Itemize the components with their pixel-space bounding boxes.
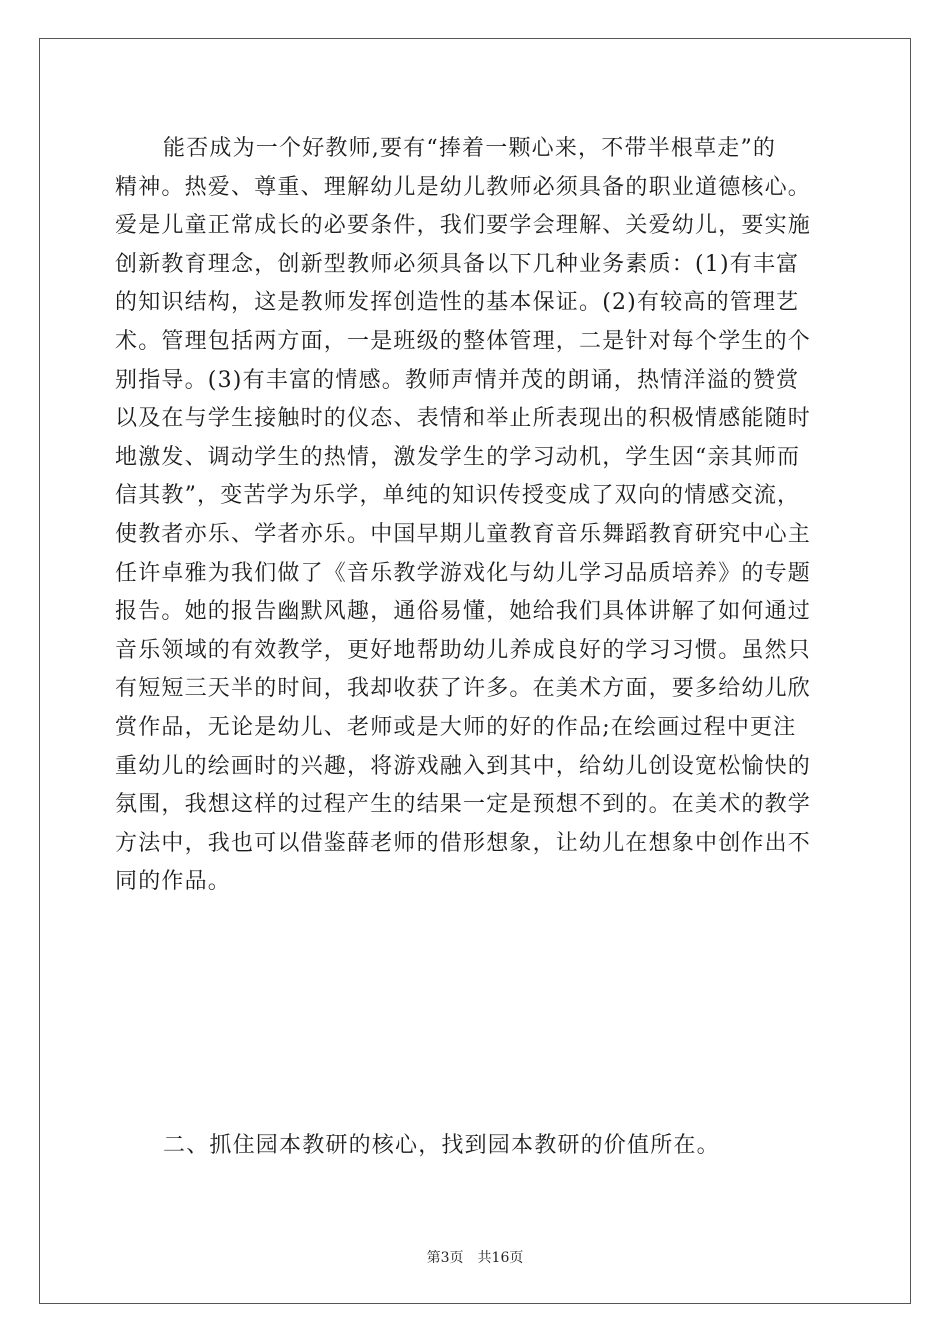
- text-line: 有短短三天半的时间，我却收获了许多。在美术方面，要多给幼儿欣: [115, 676, 812, 702]
- text-line: 术。管理包括两方面，一是班级的整体管理，二是针对每个学生的个: [115, 328, 812, 354]
- text-line: 报告。她的报告幽默风趣，通俗易懂，她给我们具体讲解了如何通过: [115, 599, 812, 625]
- text-line: 以及在与学生接触时的仪态、表情和举止所表现出的积极情感能随时: [115, 406, 812, 432]
- body-paragraph: [115, 130, 835, 902]
- text-line: 信其教”，变苦学为乐学，单纯的知识传授变成了双向的情感交流，: [115, 483, 801, 509]
- text-line: 任许卓雅为我们做了《音乐教学游戏化与幼儿学习品质培养》的专题: [115, 560, 812, 586]
- text-line: 氛围，我想这样的过程产生的结果一定是预想不到的。在美术的教学: [115, 792, 812, 818]
- text-line: 创新教育理念，创新型教师必须具备以下几种业务素质：(1)有丰富: [115, 251, 800, 277]
- text-line: 爱是儿童正常成长的必要条件，我们要学会理解、关爱幼儿，要实施: [115, 213, 812, 239]
- text-line: 能否成为一个好教师,要有“捧着一颗心来，不带半根草走”的: [163, 136, 777, 161]
- page-number: 第3页: [426, 1250, 464, 1266]
- text-line: 赏作品，无论是幼儿、老师或是大师的好的作品;在绘画过程中更注: [115, 714, 797, 740]
- text-line: 使教者亦乐、学者亦乐。中国早期儿童教育音乐舞蹈教育研究中心主: [115, 521, 812, 547]
- text-line: 重幼儿的绘画时的兴趣，将游戏融入到其中，给幼儿创设宽松愉快的: [115, 753, 812, 779]
- text-line: 音乐领域的有效教学，更好地帮助幼儿养成良好的学习习惯。虽然只: [115, 637, 812, 663]
- text-line: 地激发、调动学生的热情，激发学生的学习动机，学生因“亲其师而: [115, 444, 801, 470]
- page-footer: [0, 1247, 950, 1267]
- text-line: 别指导。(3)有丰富的情感。教师声情并茂的朗诵，热情洋溢的赞赏: [115, 367, 800, 393]
- text-line: 的知识结构，这是教师发挥创造性的基本保证。(2)有较高的管理艺: [115, 290, 800, 316]
- section-heading: 二、抓住园本教研的核心，找到园本教研的价值所在。: [163, 1133, 720, 1158]
- page-total: 共16页: [477, 1250, 524, 1266]
- text-line: 方法中，我也可以借鉴薛老师的借形想象，让幼儿在想象中创作出不: [115, 830, 812, 856]
- text-line: 精神。热爱、尊重、理解幼儿是幼儿教师必须具备的职业道德核心。: [115, 174, 812, 200]
- text-line: 同的作品。: [115, 869, 232, 895]
